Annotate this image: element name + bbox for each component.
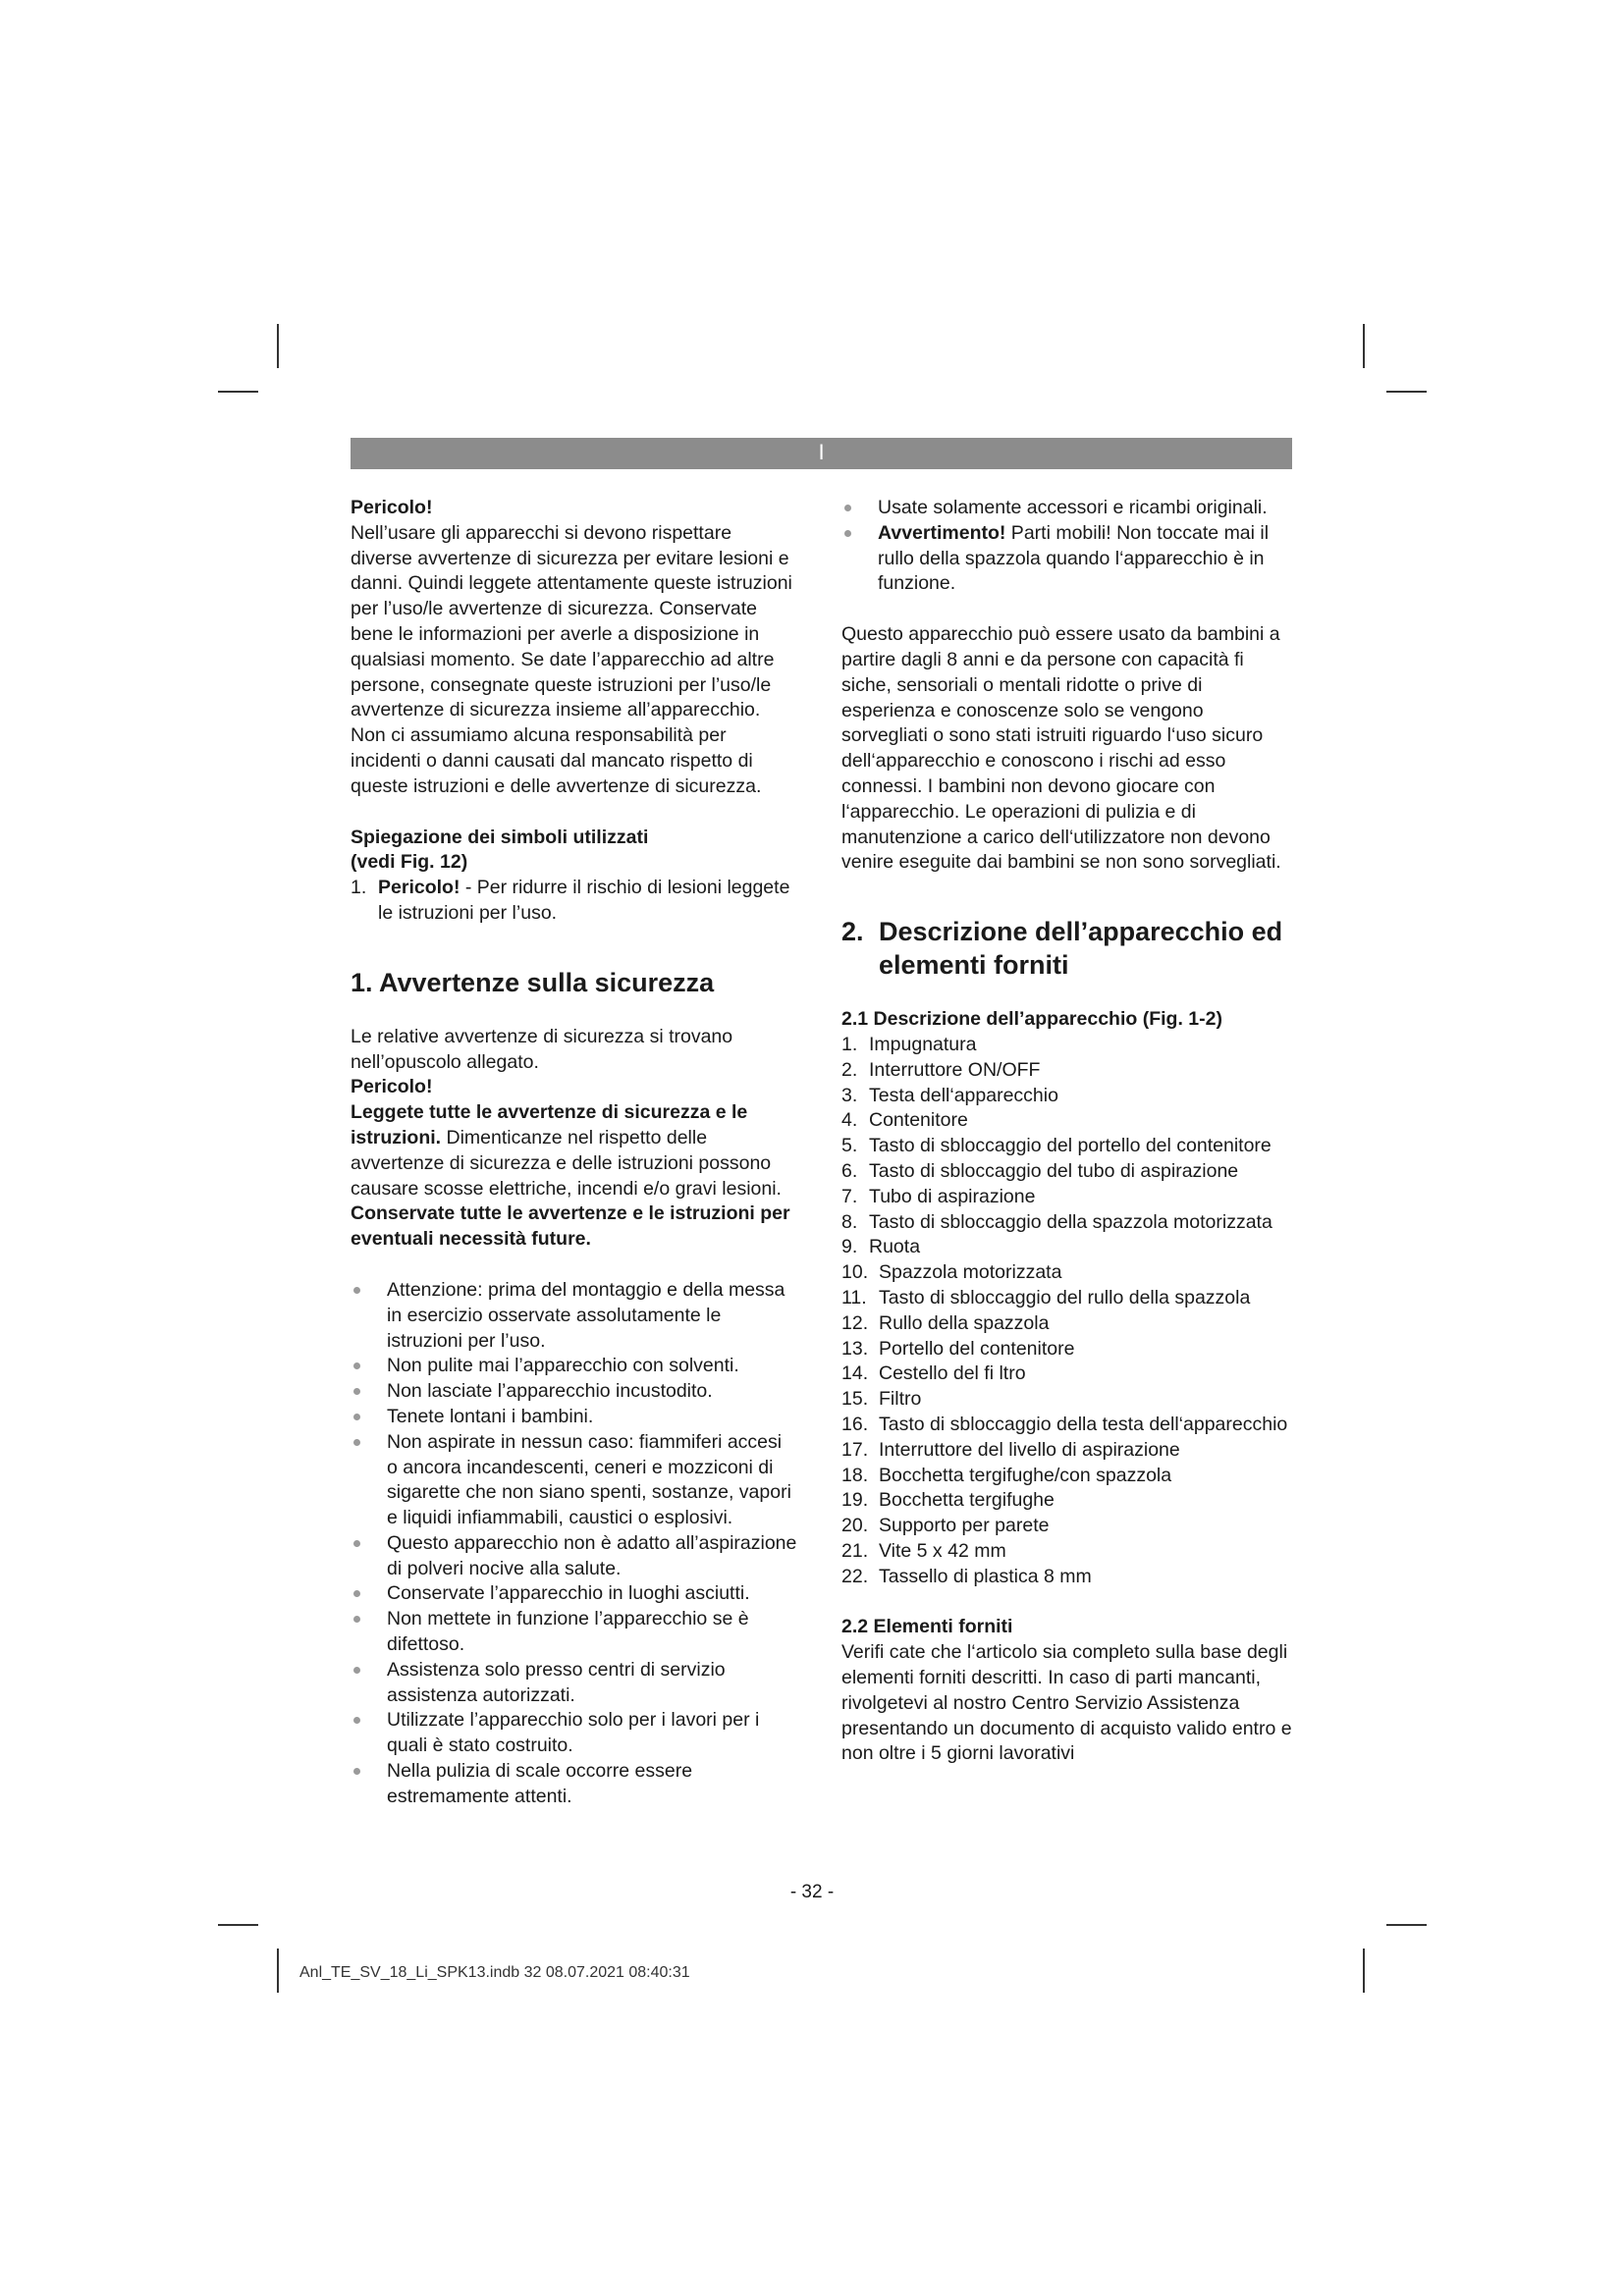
list-item: Conservate l’apparecchio in luoghi asciutti. (351, 1581, 797, 1607)
crop-mark-br-v (1363, 1949, 1365, 1993)
list-item: Questo apparecchio non è adatto all’aspirazione di polveri nocive alla salute. (351, 1531, 797, 1582)
section-1-pericolo: Pericolo! (351, 1076, 433, 1098)
list-item: Usate solamente accessori e ricambi originali. (841, 496, 1293, 521)
list-item: 21. Vite 5 x 42 mm (841, 1539, 1006, 1562)
list-item: Assistenza solo presso centri di servizio assistenza autorizzati. (351, 1658, 797, 1709)
list-item: 1. Impugnatura (841, 1033, 977, 1055)
parts-list (841, 1033, 1293, 1590)
list-item: 11. Tasto di sbloccaggio del rullo della spazzola (841, 1286, 1251, 1308)
crop-mark-bl-h (218, 1924, 258, 1926)
list-item: Non pulite mai l’apparecchio con solventi. (351, 1354, 797, 1379)
right-column (841, 496, 1293, 1767)
pericolo-heading: Pericolo! (351, 497, 433, 518)
subsection-2-2-title: 2.2 Elementi forniti (841, 1616, 1013, 1638)
list-item: 6. Tasto di sbloccaggio del tubo di aspirazione (841, 1159, 1239, 1182)
section-2-title: 2. Descrizione dell’apparecchio ed elementi forniti (841, 917, 1283, 981)
symbols-heading: Spiegazione dei simboli utilizzati (351, 826, 649, 848)
print-footer: Anl_TE_SV_18_Li_SPK13.indb 32 08.07.2021 08:40:31 (299, 1964, 690, 1981)
list-item: 15. Filtro (841, 1388, 922, 1411)
language-code: I (818, 440, 825, 464)
list-item: 8. Tasto di sbloccaggio della spazzola motorizzata (841, 1210, 1272, 1233)
list-item: 2. Interruttore ON/OFF (841, 1058, 1041, 1081)
subsection-2-2-text: Verifi cate che l‘articolo sia completo sulla base degli elementi forniti descritti. In caso di parti mancanti, rivolgetevi al nostro Centro Servizio Assistenza presentando un documento di acquisto valido entro e non oltre i 5 giorni lavorativi (841, 1641, 1292, 1765)
list-item: Non aspirate in nessun caso: fiammiferi accesi o ancora incandescenti, ceneri e mozziconi di sigarette che non siano spenti, sostanze, vapori e liquidi infiammabili, caustici o esplosivi. (351, 1430, 797, 1531)
list-item: Utilizzate l’apparecchio solo per i lavori per i quali è stato costruito. (351, 1708, 797, 1759)
list-item: 7. Tubo di aspirazione (841, 1185, 1036, 1207)
list-item: 12. Rullo della spazzola (841, 1311, 1050, 1334)
list-item: 4. Contenitore (841, 1109, 968, 1132)
section-1-title: 1. Avvertenze sulla sicurezza (351, 967, 715, 997)
list-item: 17. Interruttore del livello di aspirazione (841, 1438, 1180, 1461)
section-1-warning: Leggete tutte le avvertenze di sicurezza e le istruzioni. Dimenticanze nel rispetto delle avvertenze di sicurezza e delle istruzioni possono causare scosse elettriche, incendi e/o gravi lesioni. (351, 1101, 782, 1200)
list-item: 19. Bocchetta tergifughe (841, 1489, 1055, 1512)
list-item: Tenete lontani i bambini. (351, 1405, 797, 1430)
left-column (351, 496, 797, 1810)
symbol-item: 1. Pericolo! - Per ridurre il rischio di lesioni leggete le istruzioni per l’uso. (351, 877, 790, 924)
list-item: Avvertimento! Parti mobili! Non toccate mai il rullo della spazzola quando l‘apparecchio è in funzione. (841, 521, 1293, 597)
list-item: Attenzione: prima del montaggio e della messa in esercizio osservate assolutamente le istruzioni per l’uso. (351, 1278, 797, 1354)
list-item: 9. Ruota (841, 1236, 921, 1258)
subsection-2-1-title: 2.1 Descrizione dell’apparecchio (Fig. 1-2) (841, 1008, 1222, 1031)
symbols-subheading: (vedi Fig. 12) (351, 851, 468, 874)
list-item: 16. Tasto di sbloccaggio della testa dell‘apparecchio (841, 1413, 1288, 1435)
list-item: 20. Supporto per parete (841, 1515, 1050, 1537)
pericolo-paragraph: Nell’usare gli apparecchi si devono rispettare diverse avvertenze di sicurezza per evitare lesioni e danni. Quindi leggete attentamente queste istruzioni per l’uso/le avvertenze di sicurezza. Conservate bene le informazioni per averle a disposizione in qualsiasi momento. Se date l’apparecchio ad altre persone, consegnate queste istruzioni per l’uso/le avvertenze di sicurezza insieme all’apparecchio. Non ci assumiamo alcuna responsabilità per incidenti o danni causati dal mancato rispetto di queste istruzioni e delle avvertenze di sicurezza. (351, 521, 792, 797)
safety-bullet-list (351, 1278, 797, 1810)
crop-mark-bl-v (277, 1949, 279, 1993)
crop-mark-tr-h (1386, 391, 1427, 393)
section-1-intro: Le relative avvertenze di sicurezza si trovano nell’opuscolo allegato. (351, 1025, 733, 1073)
list-item: 13. Portello del contenitore (841, 1337, 1075, 1360)
list-item: 14. Cestello del fi ltro (841, 1362, 1026, 1385)
crop-mark-tr-v (1363, 324, 1365, 368)
list-item: 22. Tassello di plastica 8 mm (841, 1565, 1092, 1587)
language-header-bar (351, 438, 1292, 469)
crop-mark-tl-h (218, 391, 258, 393)
children-paragraph: Questo apparecchio può essere usato da bambini a partire dagli 8 anni e da persone con capacità fi siche, sensoriali o mentali ridotte o prive di esperienza e conoscenze solo se vengono sorvegliati o sono stati istruiti riguardo l‘uso sicuro dell‘apparecchio e conoscono i rischi ad esso connessi. I bambini non devono giocare con l‘apparecchio. Le operazioni di pulizia e di manutenzione a carico dell‘utilizzatore non devono venire eseguite dai bambini se non sono sorvegliati. (841, 623, 1281, 874)
list-item: 3. Testa dell‘apparecchio (841, 1084, 1058, 1106)
list-item: 10. Spazzola motorizzata (841, 1261, 1062, 1284)
list-item: Non mettete in funzione l’apparecchio se è difettoso. (351, 1607, 797, 1658)
list-item: 18. Bocchetta tergifughe/con spazzola (841, 1464, 1172, 1486)
list-item: Nella pulizia di scale occorre essere estremamente attenti. (351, 1759, 797, 1810)
page-number: - 32 - (789, 1882, 835, 1902)
list-item: 5. Tasto di sbloccaggio del portello del contenitore (841, 1135, 1272, 1157)
crop-mark-tl-v (277, 324, 279, 368)
section-1-keep-note: Conservate tutte le avvertenze e le istruzioni per eventuali necessità future. (351, 1202, 790, 1251)
crop-mark-br-h (1386, 1924, 1427, 1926)
list-item: Non lasciate l’apparecchio incustodito. (351, 1379, 797, 1405)
